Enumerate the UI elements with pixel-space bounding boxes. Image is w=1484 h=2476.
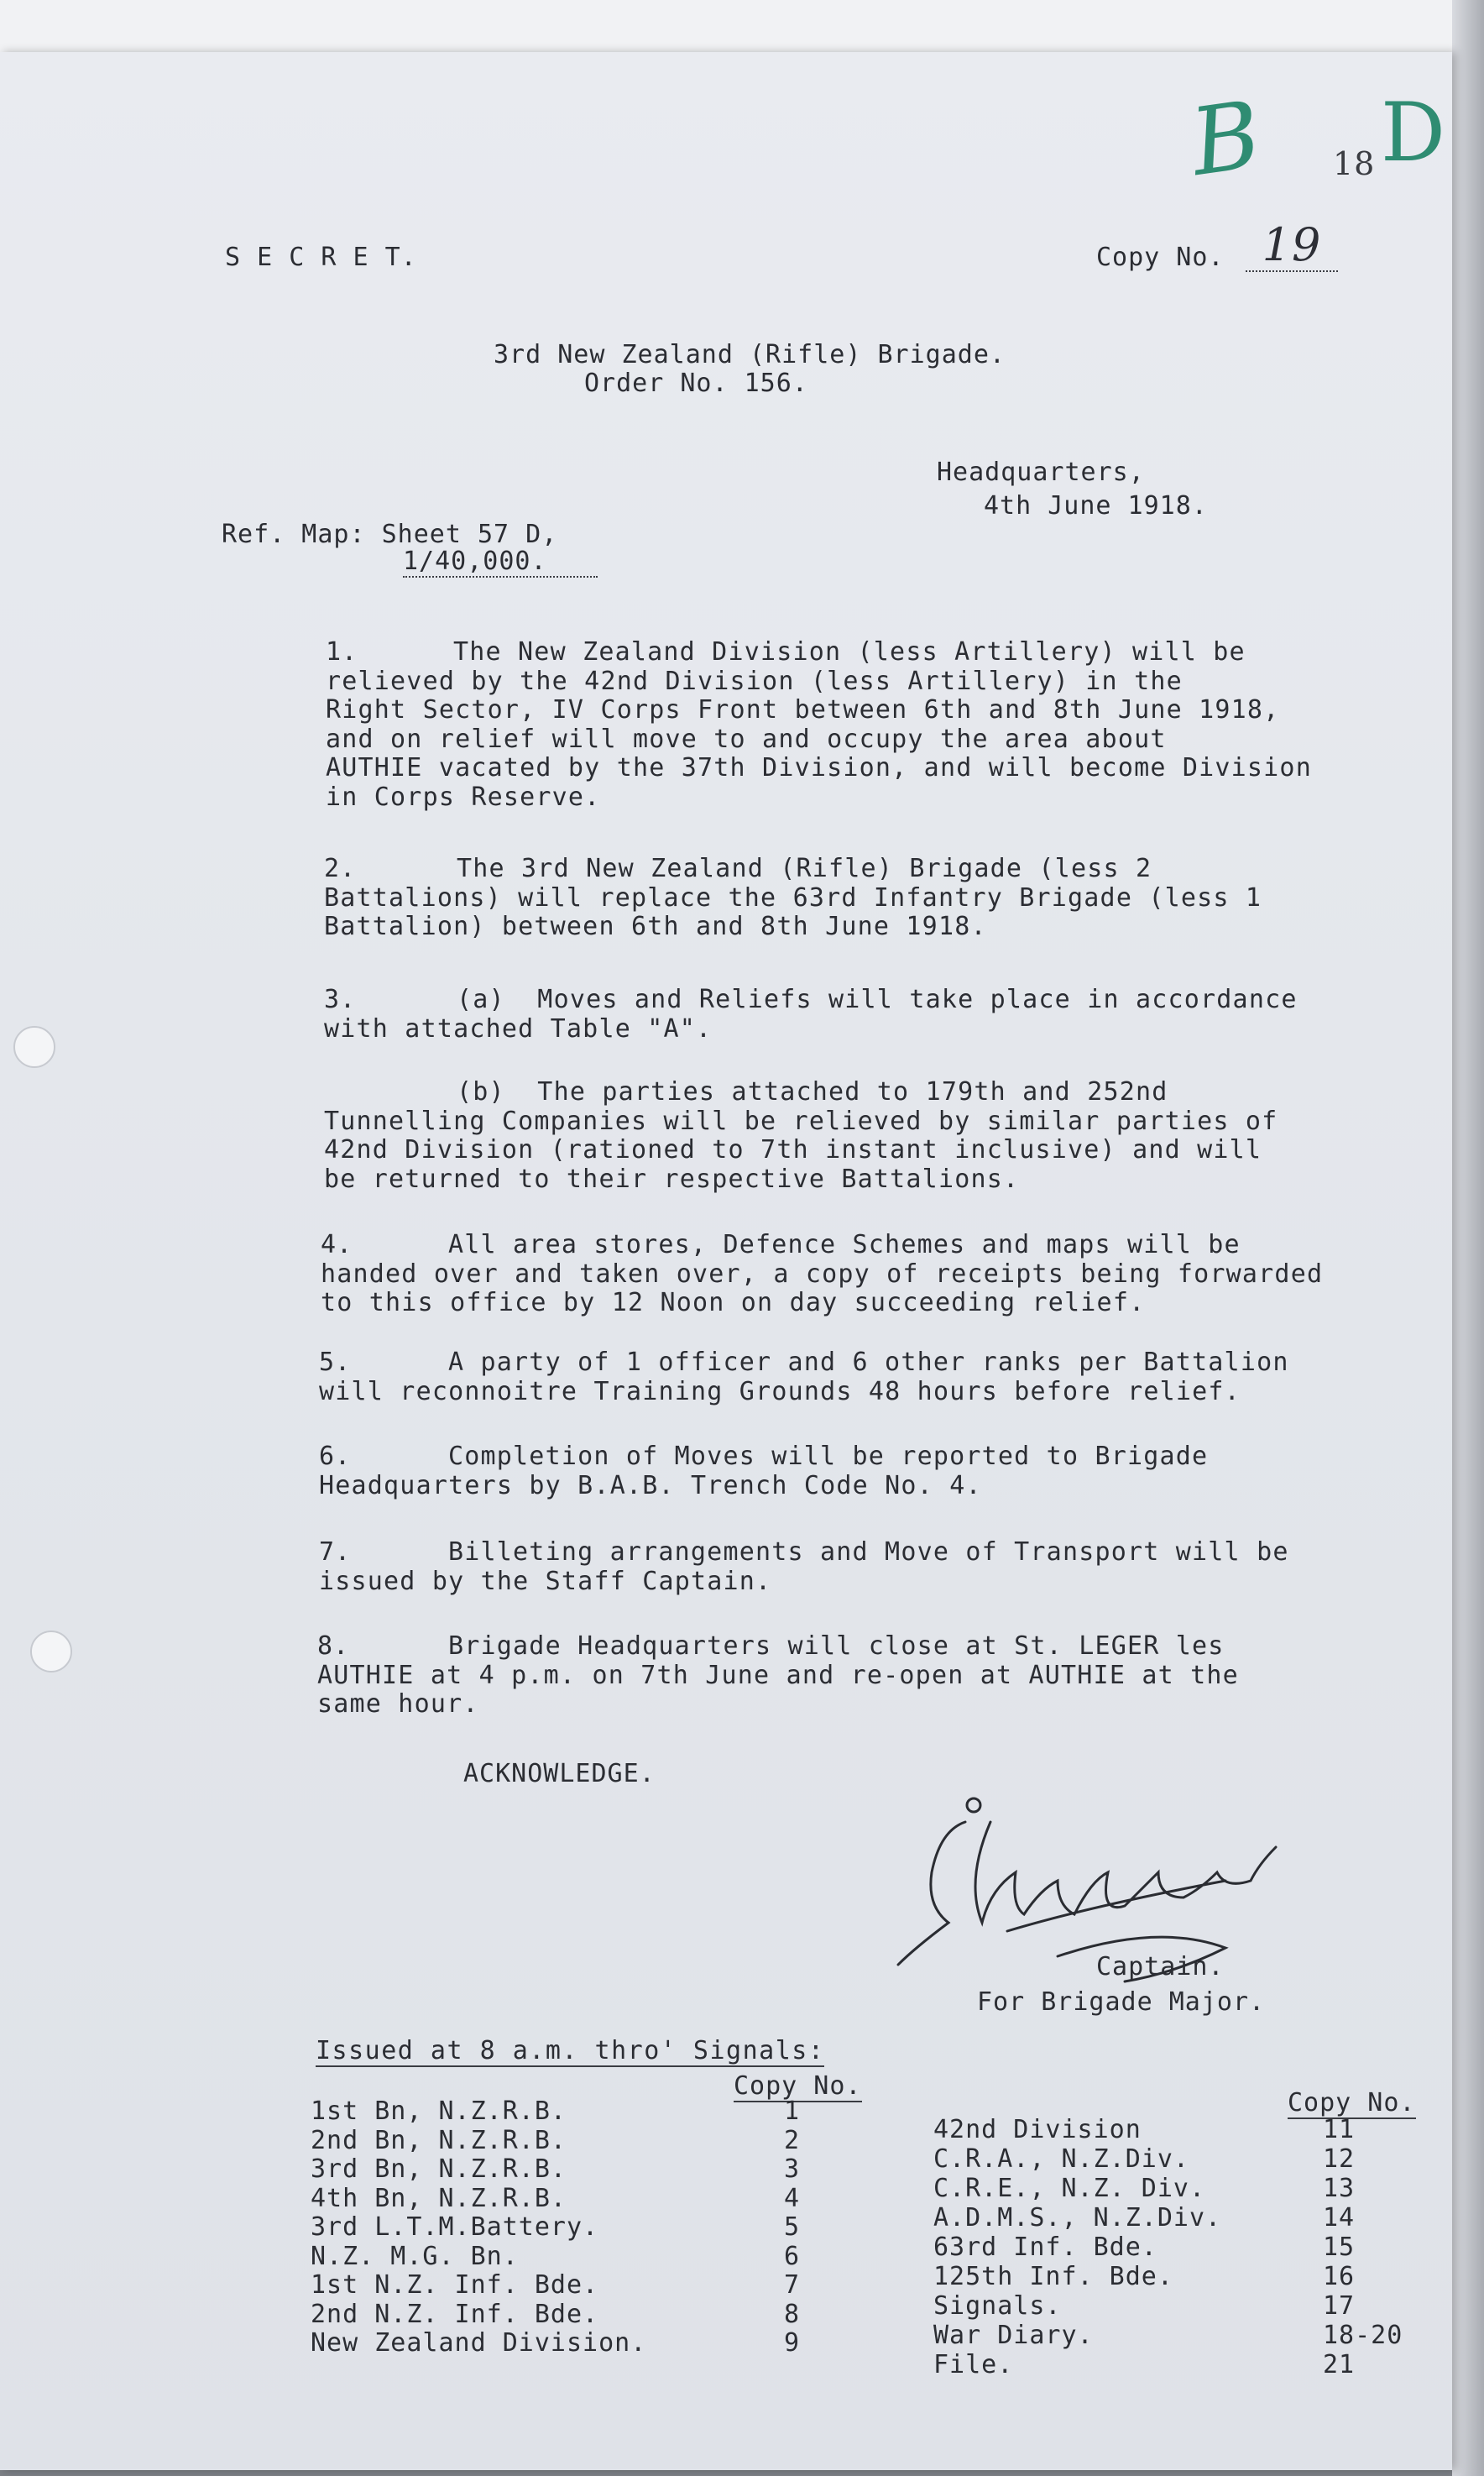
- distribution-recipient: 1st Bn, N.Z.R.B.: [311, 2096, 567, 2126]
- punch-hole-bottom: [30, 1631, 72, 1672]
- copy-number: 19: [1246, 220, 1338, 272]
- distribution-recipient: 3rd Bn, N.Z.R.B.: [311, 2154, 567, 2184]
- paragraph-text: [326, 638, 1312, 812]
- handwritten-d-mark: D: [1381, 86, 1445, 180]
- distribution-recipient: New Zealand Division.: [311, 2328, 647, 2358]
- distribution-recipient: 125th Inf. Bde.: [933, 2262, 1173, 2291]
- line: same hour.: [317, 1689, 479, 1719]
- map-scale: 1/40,000.: [403, 547, 598, 578]
- distribution-copy-number: 1: [784, 2096, 801, 2126]
- signature-loop: [967, 1798, 980, 1812]
- paragraph-number: 7.: [319, 1537, 352, 1567]
- line: Right Sector, IV Corps Front between 6th and 8th June 1918,: [326, 695, 1280, 725]
- paragraph-text: [324, 855, 1262, 942]
- paragraph-number: 8.: [317, 1631, 350, 1661]
- paragraph-text: [319, 1348, 1289, 1406]
- copy-no-header-right: Copy No.: [1288, 2088, 1416, 2117]
- secret-label: S E C R E T.: [225, 243, 417, 272]
- distribution-copy-number: 16: [1323, 2262, 1356, 2291]
- paragraph-number: 5.: [319, 1348, 352, 1377]
- paragraph-text: [317, 1632, 1239, 1720]
- distribution-copy-number: 21: [1323, 2350, 1356, 2379]
- distribution-copy-number: 7: [784, 2270, 801, 2300]
- line: Headquarters by B.A.B. Trench Code No. 4.: [319, 1470, 982, 1500]
- paragraph-text: [324, 1078, 1278, 1194]
- distribution-copy-number: 9: [784, 2328, 801, 2358]
- line: The New Zealand Division (less Artillery) will be: [453, 637, 1246, 667]
- line: AUTHIE vacated by the 37th Division, and will become Division: [326, 753, 1312, 783]
- paragraph-text: [319, 1538, 1289, 1596]
- distribution-recipient: 3rd L.T.M.Battery.: [311, 2212, 599, 2242]
- order-number: Order No. 156.: [584, 369, 808, 398]
- line: A party of 1 officer and 6 other ranks per Battalion: [448, 1348, 1289, 1377]
- distribution-recipient: A.D.M.S., N.Z.Div.: [933, 2203, 1222, 2233]
- paragraph-number: 2.: [324, 854, 357, 883]
- distribution-copy-number: 17: [1323, 2291, 1356, 2321]
- line: issued by the Staff Captain.: [319, 1566, 772, 1596]
- folder-edge: [1452, 0, 1484, 2476]
- distribution-recipient: Signals.: [933, 2291, 1062, 2321]
- distribution-copy-number: 18-20: [1323, 2321, 1403, 2350]
- line: relieved by the 42nd Division (less Artillery) in the: [326, 666, 1183, 696]
- line: and on relief will move to and occupy the area about: [326, 724, 1167, 754]
- line: Billeting arrangements and Move of Transport will be: [448, 1537, 1289, 1567]
- distribution-recipient: C.R.A., N.Z.Div.: [933, 2144, 1189, 2174]
- line: be returned to their respective Battalions.: [324, 1164, 1020, 1194]
- paragraph-number: 6.: [319, 1442, 352, 1471]
- line: All area stores, Defence Schemes and maps will be: [448, 1230, 1241, 1259]
- line: (a) Moves and Reliefs will take place in accordance: [457, 985, 1298, 1014]
- paragraph-text: [319, 1442, 1208, 1500]
- copy-no-header-left: Copy No.: [734, 2071, 862, 2101]
- ref-map: Ref. Map: Sheet 57 D,: [222, 520, 558, 549]
- handwritten-b-mark: B: [1184, 80, 1267, 197]
- order-date: 4th June 1918.: [984, 491, 1208, 521]
- handwritten-number: 18: [1333, 145, 1376, 182]
- distribution-copy-number: 8: [784, 2299, 801, 2329]
- line: Tunnelling Companies will be relieved by similar parties of: [324, 1106, 1278, 1136]
- distribution-recipient: C.R.E., N.Z. Div.: [933, 2174, 1206, 2203]
- line: handed over and taken over, a copy of receipts being forwarded: [321, 1259, 1324, 1289]
- distribution-recipient: 4th Bn, N.Z.R.B.: [311, 2183, 567, 2213]
- acknowledge: ACKNOWLEDGE.: [463, 1759, 656, 1788]
- distribution-recipient: 2nd N.Z. Inf. Bde.: [311, 2299, 599, 2329]
- distribution-copy-number: 2: [784, 2125, 801, 2155]
- distribution-recipient: 63rd Inf. Bde.: [933, 2233, 1157, 2262]
- paragraph-number: 3.: [324, 985, 357, 1014]
- distribution-recipient: N.Z. M.G. Bn.: [311, 2241, 519, 2271]
- copy-label: Copy No.: [1096, 243, 1225, 272]
- line: with attached Table "A".: [324, 1013, 713, 1044]
- line: will reconnoitre Training Grounds 48 hours before relief.: [319, 1376, 1241, 1406]
- paragraph-number: 1.: [326, 637, 358, 667]
- line: 42nd Division (rationed to 7th instant inclusive) and will: [324, 1135, 1262, 1165]
- paragraph-text: [324, 986, 1298, 1044]
- distribution-copy-number: 5: [784, 2212, 801, 2242]
- hq-label: Headquarters,: [937, 458, 1145, 487]
- paragraph-text: [321, 1231, 1323, 1318]
- line: The 3rd New Zealand (Rifle) Brigade (less 2: [457, 854, 1152, 883]
- signature-rank: Captain.: [1096, 1952, 1225, 1981]
- paragraph-number: 4.: [321, 1230, 353, 1259]
- punch-hole-top: [13, 1026, 55, 1068]
- line: Completion of Moves will be reported to Brigade: [448, 1442, 1209, 1471]
- unit-title: 3rd New Zealand (Rifle) Brigade.: [494, 340, 1006, 369]
- distribution-recipient: 2nd Bn, N.Z.R.B.: [311, 2125, 567, 2155]
- distribution-recipient: 1st N.Z. Inf. Bde.: [311, 2270, 599, 2300]
- distribution-recipient: War Diary.: [933, 2321, 1094, 2350]
- distribution-copy-number: 13: [1323, 2174, 1356, 2203]
- line: (b) The parties attached to 179th and 252nd: [457, 1077, 1168, 1107]
- line: Brigade Headquarters will close at St. LEGER les: [448, 1631, 1225, 1661]
- line: AUTHIE at 4 p.m. on 7th June and re-open at AUTHIE at the: [317, 1660, 1239, 1690]
- line: to this office by 12 Noon on day succeeding relief.: [321, 1288, 1146, 1317]
- line: in Corps Reserve.: [326, 782, 601, 812]
- distribution-recipient: File.: [933, 2350, 1014, 2379]
- line: Battalions) will replace the 63rd Infantry Brigade (less 1: [324, 882, 1262, 913]
- line: Battalion) between 6th and 8th June 1918.: [324, 912, 987, 941]
- distribution-copy-number: 14: [1323, 2203, 1356, 2233]
- distribution-copy-number: 4: [784, 2183, 801, 2213]
- distribution-copy-number: 6: [784, 2241, 801, 2271]
- distribution-copy-number: 15: [1323, 2233, 1356, 2262]
- distribution-copy-number: 3: [784, 2154, 801, 2184]
- distribution-heading: Issued at 8 a.m. thro' Signals:: [316, 2036, 825, 2065]
- distribution-copy-number: 11: [1323, 2115, 1356, 2144]
- distribution-recipient: 42nd Division: [933, 2115, 1142, 2144]
- distribution-copy-number: 12: [1323, 2144, 1356, 2174]
- signature-for: For Brigade Major.: [977, 1987, 1266, 2017]
